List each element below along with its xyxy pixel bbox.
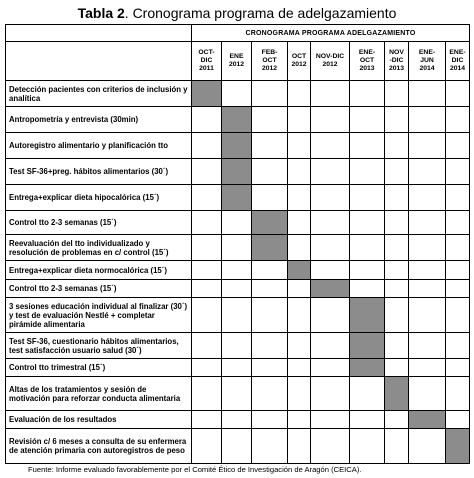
schedule-cell-active xyxy=(350,298,385,333)
task-label: 3 sesiones educación individual al finalizar (30´) y test de evaluación Nestlé + completar pirámide alimentaria xyxy=(6,298,192,333)
task-label: Entrega+explicar dieta normocalórica (15´) xyxy=(6,261,192,280)
schedule-cell xyxy=(385,159,409,185)
task-label: Control tto 2-3 semanas (15´) xyxy=(6,211,192,235)
schedule-cell xyxy=(350,81,385,107)
schedule-cell xyxy=(350,377,385,411)
schedule-cell xyxy=(222,333,252,359)
schedule-cell xyxy=(385,211,409,235)
schedule-cell xyxy=(222,235,252,261)
schedule-cell xyxy=(192,377,222,411)
schedule-cell xyxy=(222,298,252,333)
table-row xyxy=(6,235,470,261)
table-row xyxy=(6,133,470,159)
schedule-cell xyxy=(446,280,470,298)
schedule-cell xyxy=(409,185,446,211)
task-label: Detección pacientes con criterios de inclusión y analítica xyxy=(6,81,192,107)
table-row xyxy=(6,429,470,464)
schedule-cell xyxy=(222,280,252,298)
table-row xyxy=(6,298,470,333)
schedule-cell xyxy=(446,185,470,211)
schedule-cell xyxy=(192,411,222,429)
table-row xyxy=(6,107,470,133)
schedule-cell xyxy=(385,133,409,159)
schedule-cell xyxy=(288,81,311,107)
period-header-blank xyxy=(6,42,192,81)
table-row xyxy=(6,411,470,429)
schedule-cell xyxy=(288,377,311,411)
schedule-cell xyxy=(446,107,470,133)
schedule-cell xyxy=(222,261,252,280)
schedule-cell xyxy=(252,185,288,211)
schedule-cell xyxy=(311,333,350,359)
schedule-cell xyxy=(409,133,446,159)
schedule-cell xyxy=(288,159,311,185)
schedule-cell xyxy=(288,185,311,211)
schedule-cell xyxy=(385,429,409,464)
schedule-cell-active xyxy=(385,377,409,411)
schedule-cell xyxy=(192,359,222,377)
schedule-cell xyxy=(409,333,446,359)
schedule-cell xyxy=(222,429,252,464)
schedule-cell xyxy=(446,261,470,280)
schedule-cell xyxy=(350,211,385,235)
schedule-cell xyxy=(385,359,409,377)
table-row xyxy=(6,159,470,185)
schedule-cell xyxy=(311,359,350,377)
schedule-cell xyxy=(288,333,311,359)
task-label: Entrega+explicar dieta hipocalórica (15´) xyxy=(6,185,192,211)
period-header: ENE 2012 xyxy=(222,42,252,81)
table-row xyxy=(6,280,470,298)
schedule-cell xyxy=(252,133,288,159)
table-row xyxy=(6,359,470,377)
schedule-cell xyxy=(385,411,409,429)
schedule-cell xyxy=(288,235,311,261)
task-label: Autoregistro alimentario y planificación tto xyxy=(6,133,192,159)
source-footnote: Fuente: Informe evaluado favorablemente por el Comité Ético de Investigación de Aragón (CEICA). xyxy=(28,465,362,474)
task-label: Test SF-36+preg. hábitos alimentarios (30´) xyxy=(6,159,192,185)
schedule-cell xyxy=(409,359,446,377)
schedule-cell xyxy=(222,81,252,107)
schedule-cell xyxy=(385,81,409,107)
schedule-cell xyxy=(350,235,385,261)
schedule-cell xyxy=(350,261,385,280)
schedule-cell xyxy=(350,159,385,185)
task-label: Altas de los tratamientos y sesión de motivación para reforzar conducta alimentaria xyxy=(6,377,192,411)
schedule-cell xyxy=(192,261,222,280)
schedule-cell xyxy=(192,429,222,464)
schedule-cell-active xyxy=(222,185,252,211)
schedule-cell xyxy=(288,107,311,133)
schedule-cell xyxy=(409,159,446,185)
schedule-cell xyxy=(446,298,470,333)
schedule-cell xyxy=(350,133,385,159)
schedule-cell xyxy=(409,280,446,298)
schedule-cell xyxy=(350,185,385,211)
schedule-cell-active xyxy=(350,359,385,377)
period-header: NOV -DIC 2013 xyxy=(385,42,409,81)
schedule-cell-active xyxy=(222,133,252,159)
table-title-text: . Cronograma programa de adelgazamiento xyxy=(124,5,397,21)
schedule-cell xyxy=(311,411,350,429)
schedule-cell xyxy=(446,159,470,185)
schedule-cell xyxy=(311,235,350,261)
schedule-cell xyxy=(409,235,446,261)
schedule-cell xyxy=(311,261,350,280)
schedule-cell xyxy=(252,280,288,298)
schedule-cell xyxy=(409,377,446,411)
schedule-cell xyxy=(192,107,222,133)
schedule-cell xyxy=(192,185,222,211)
schedule-cell xyxy=(385,235,409,261)
schedule-cell xyxy=(311,429,350,464)
schedule-cell xyxy=(385,280,409,298)
schedule-cell-active xyxy=(252,211,288,235)
schedule-cell xyxy=(222,377,252,411)
schedule-cell xyxy=(385,107,409,133)
schedule-cell xyxy=(385,333,409,359)
schedule-cell xyxy=(192,280,222,298)
schedule-cell xyxy=(446,359,470,377)
schedule-cell xyxy=(409,261,446,280)
schedule-cell-active xyxy=(222,107,252,133)
schedule-cell xyxy=(446,235,470,261)
schedule-cell xyxy=(192,211,222,235)
schedule-cell xyxy=(311,107,350,133)
period-header: ENE- JUN 2014 xyxy=(409,42,446,81)
schedule-cell xyxy=(385,298,409,333)
schedule-cell xyxy=(409,81,446,107)
schedule-cell xyxy=(311,298,350,333)
schedule-cell xyxy=(446,81,470,107)
schedule-cell xyxy=(252,107,288,133)
task-label: Antropometría y entrevista (30min) xyxy=(6,107,192,133)
schedule-cell xyxy=(446,133,470,159)
schedule-cell xyxy=(252,429,288,464)
schedule-cell-active xyxy=(192,81,222,107)
schedule-cell xyxy=(446,377,470,411)
schedule-cell-active xyxy=(252,235,288,261)
schedule-cell xyxy=(288,411,311,429)
table-row xyxy=(6,185,470,211)
schedule-cell xyxy=(385,185,409,211)
schedule-cell xyxy=(192,235,222,261)
schedule-cell xyxy=(222,411,252,429)
task-label: Evaluación de los resultados xyxy=(6,411,192,429)
schedule-cell xyxy=(192,159,222,185)
schedule-cell xyxy=(252,159,288,185)
schedule-cell xyxy=(192,133,222,159)
schedule-cell xyxy=(252,359,288,377)
schedule-cell xyxy=(288,359,311,377)
schedule-cell-active xyxy=(288,261,311,280)
schedule-cell xyxy=(252,81,288,107)
schedule-cell xyxy=(252,298,288,333)
schedule-cell xyxy=(222,211,252,235)
schedule-cell-active xyxy=(222,159,252,185)
schedule-cell xyxy=(311,377,350,411)
schedule-cell xyxy=(446,411,470,429)
schedule-cell-active xyxy=(446,429,470,464)
schedule-cell xyxy=(288,429,311,464)
schedule-cell xyxy=(350,107,385,133)
schedule-cell xyxy=(446,211,470,235)
schedule-cell xyxy=(311,185,350,211)
schedule-cell xyxy=(288,211,311,235)
period-header: ENE- OCT 2013 xyxy=(350,42,385,81)
schedule-cell xyxy=(311,159,350,185)
schedule-cell xyxy=(252,411,288,429)
schedule-cell-active xyxy=(409,411,446,429)
schedule-cell xyxy=(409,107,446,133)
period-header: OCT 2012 xyxy=(288,42,311,81)
table-title-number: Tabla 2 xyxy=(77,5,125,21)
task-label: Control tto 2-3 semanas (15´) xyxy=(6,280,192,298)
schedule-cell xyxy=(288,298,311,333)
schedule-cell xyxy=(385,261,409,280)
table-title xyxy=(0,4,474,22)
table-row xyxy=(6,261,470,280)
table-row xyxy=(6,211,470,235)
schedule-cell xyxy=(311,133,350,159)
period-header: FEB- OCT 2012 xyxy=(252,42,288,81)
schedule-cell xyxy=(409,298,446,333)
schedule-cell xyxy=(252,333,288,359)
schedule-cell xyxy=(288,280,311,298)
table-header: CRONOGRAMA PROGRAMA ADELGAZAMIENTO xyxy=(192,25,470,42)
table-row xyxy=(6,333,470,359)
schedule-cell xyxy=(192,298,222,333)
table-row xyxy=(6,81,470,107)
schedule-cell xyxy=(311,81,350,107)
schedule-cell xyxy=(409,211,446,235)
schedule-cell xyxy=(252,377,288,411)
period-header: ENE- DIC 2014 xyxy=(446,42,470,81)
schedule-cell xyxy=(350,429,385,464)
period-header: NOV-DIC 2012 xyxy=(311,42,350,81)
schedule-cell xyxy=(446,333,470,359)
table-row xyxy=(6,377,470,411)
schedule-cell-active xyxy=(311,280,350,298)
table-header-blank xyxy=(6,25,192,42)
task-label: Test SF-36, cuestionario hábitos alimentarios, test satisfacción usuario salud (30´) xyxy=(6,333,192,359)
schedule-cell xyxy=(350,411,385,429)
schedule-cell xyxy=(288,133,311,159)
schedule-cell xyxy=(409,429,446,464)
task-label: Control tto trimestral (15´) xyxy=(6,359,192,377)
schedule-table xyxy=(5,24,470,464)
schedule-cell xyxy=(311,211,350,235)
task-label: Reevaluación del tto individualizado y resolución de problemas en c/ control (15´) xyxy=(6,235,192,261)
task-label: Revisión c/ 6 meses a consulta de su enfermera de atención primaria con autoregistros de peso xyxy=(6,429,192,464)
period-header: OCT- DIC 2011 xyxy=(192,42,222,81)
schedule-cell xyxy=(252,261,288,280)
schedule-cell xyxy=(222,359,252,377)
schedule-cell-active xyxy=(350,333,385,359)
schedule-cell xyxy=(350,280,385,298)
schedule-cell xyxy=(192,333,222,359)
